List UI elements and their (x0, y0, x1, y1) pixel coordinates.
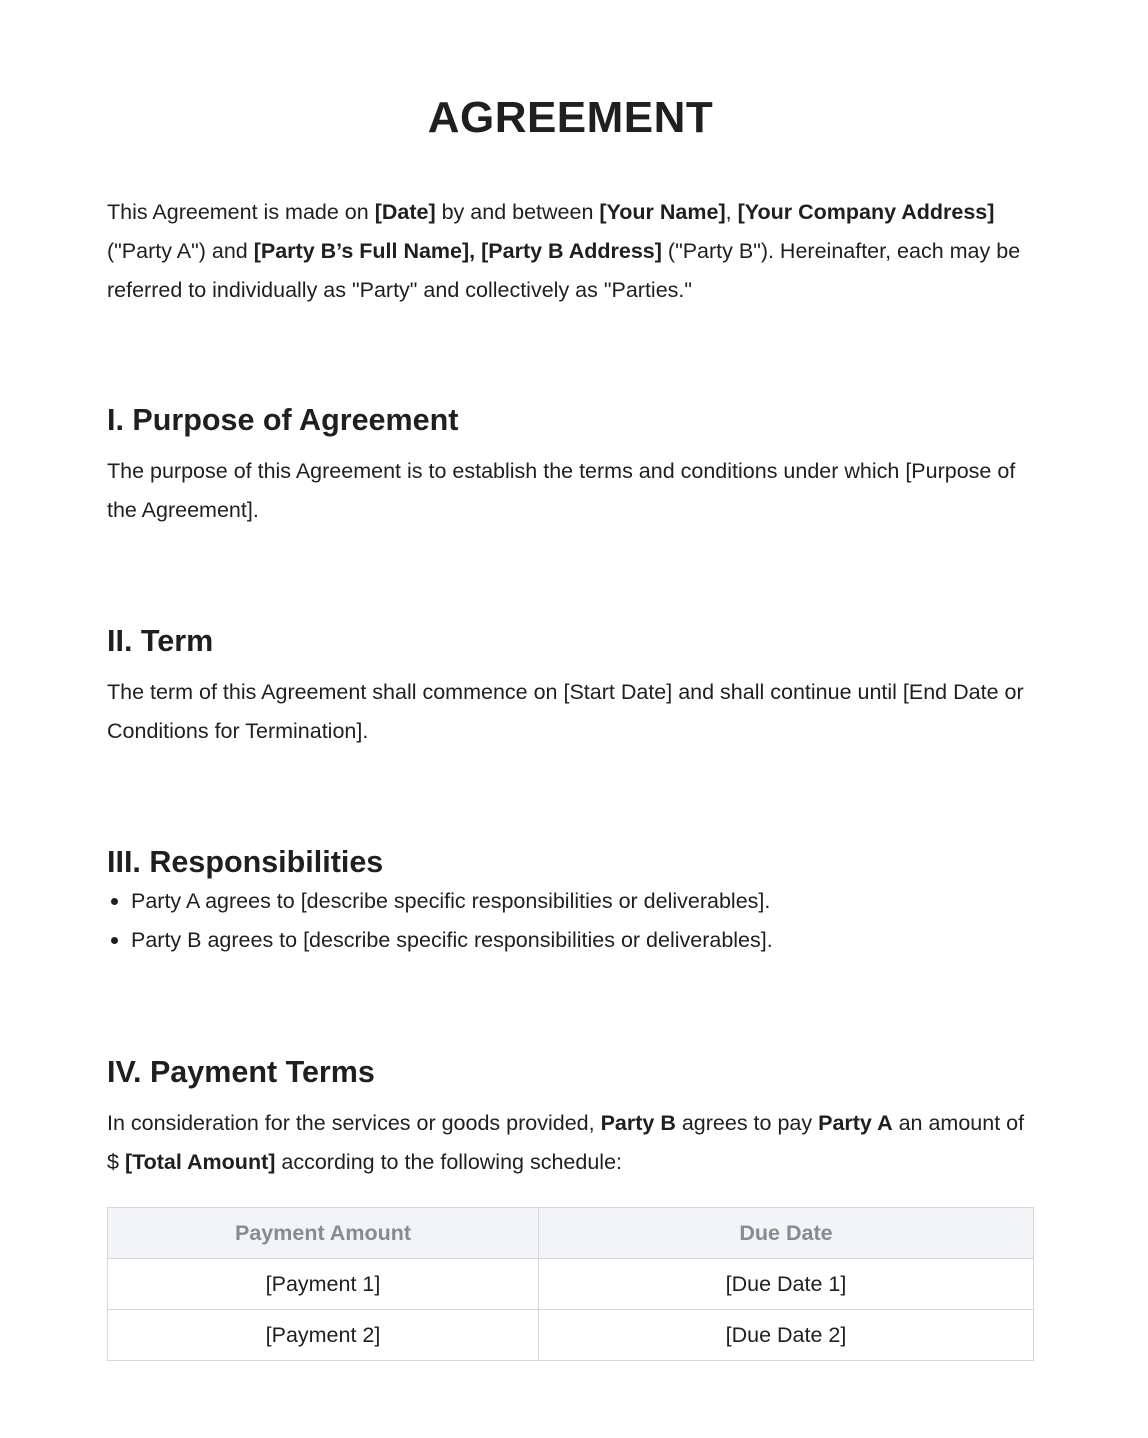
section-body-purpose: The purpose of this Agreement is to establish the terms and conditions under which [Purpose of the Agreement]. (107, 459, 1016, 522)
list-item-text: Party A agrees to [describe specific responsibilities or deliverables]. (131, 889, 771, 913)
bullet-icon (111, 937, 118, 944)
payment-text: an amount of $ (107, 1111, 1025, 1174)
section-heading-term: II. Term (107, 624, 214, 658)
payment-schedule-table (107, 1207, 1034, 1361)
list-item (107, 882, 1034, 921)
section-heading-payment: IV. Payment Terms (107, 1055, 375, 1089)
date-placeholder: [Date] (374, 200, 436, 224)
intro-text: , (725, 200, 738, 224)
table-cell-due-date: [Due Date 2] (539, 1310, 1034, 1361)
table-header-row (108, 1208, 1034, 1259)
list-item-text: Party B agrees to [describe specific responsibilities or deliverables]. (131, 928, 773, 952)
party-b-label: Party B (600, 1111, 676, 1135)
section-body-payment (107, 1104, 1034, 1182)
intro-text: This Agreement is made on (107, 200, 375, 224)
table-row (108, 1259, 1034, 1310)
list-item (107, 921, 1034, 960)
section-body-term: The term of this Agreement shall commence on [Start Date] and shall continue until [End Date or Conditions for Termination]. (107, 680, 1024, 743)
section-heading-responsibilities: III. Responsibilities (107, 845, 384, 879)
your-name-placeholder: [Your Name] (599, 200, 726, 224)
section-heading-purpose: I. Purpose of Agreement (107, 403, 459, 437)
table-cell-payment-amount: [Payment 1] (108, 1259, 539, 1310)
intro-text: by and between (435, 200, 600, 224)
party-b-placeholder: [Party B’s Full Name], [Party B Address] (253, 239, 662, 263)
intro-text: ("Party A") and (107, 239, 254, 263)
total-amount-placeholder: [Total Amount] (124, 1150, 276, 1174)
table-cell-payment-amount: [Payment 2] (108, 1310, 539, 1361)
responsibilities-list (107, 882, 1034, 960)
column-header-due-date: Due Date (539, 1208, 1034, 1259)
party-a-label: Party A (818, 1111, 893, 1135)
bullet-icon (111, 898, 118, 905)
intro-paragraph (107, 193, 1034, 310)
company-address-placeholder: [Your Company Address] (737, 200, 995, 224)
payment-text: agrees to pay (675, 1111, 819, 1135)
payment-text: In consideration for the services or goods provided, (107, 1111, 601, 1135)
table-cell-due-date: [Due Date 1] (539, 1259, 1034, 1310)
table-row (108, 1310, 1034, 1361)
intro-text: ("Party B"). Hereinafter, each may be referred to individually as "Party" and collectively as "Parties." (107, 239, 1021, 302)
document-title: AGREEMENT (427, 93, 714, 142)
payment-text: according to the following schedule: (275, 1150, 623, 1174)
column-header-payment-amount: Payment Amount (108, 1208, 539, 1259)
